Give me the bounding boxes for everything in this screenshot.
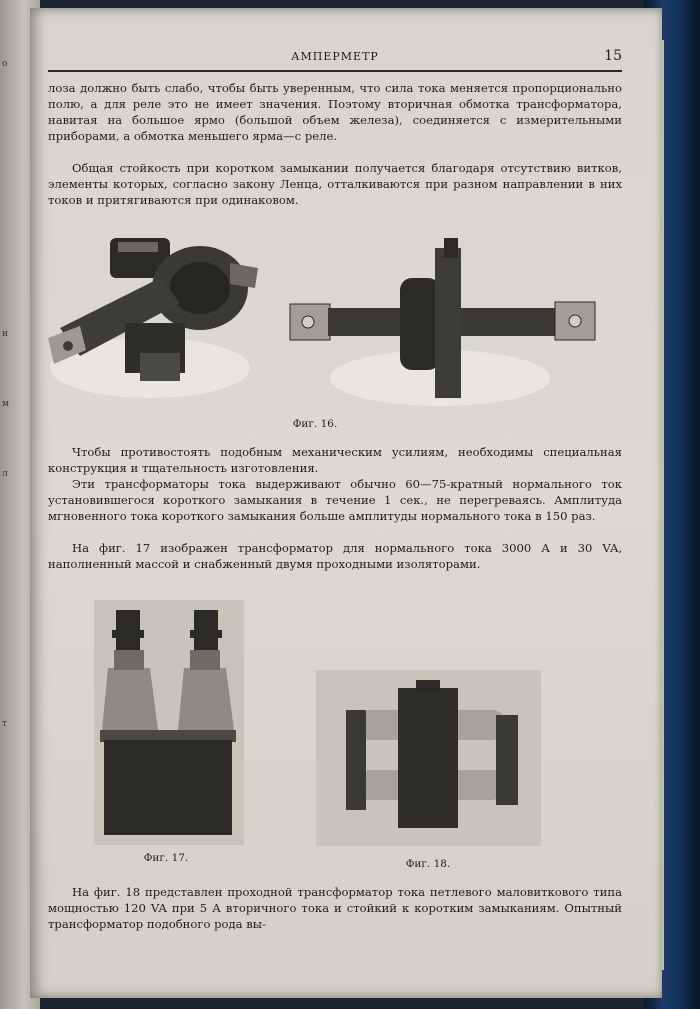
figure-18-image xyxy=(316,670,541,846)
paragraph-3: Чтобы противостоять подобным механическим усилиям, необходимы специальная конструкция и тщательность изготовления. xyxy=(48,445,622,475)
figure-16-image xyxy=(40,228,600,413)
facing-page-edge: о н м л т xyxy=(0,0,40,1009)
book-page xyxy=(30,8,662,998)
caption-figure-16: Фиг. 16. xyxy=(292,418,338,430)
paragraph-5: На фиг. 17 изображен трансформатор для нормального тока 3000 А и 30 VA, наполненный массой и снабженный двумя проходными изоляторами. xyxy=(48,541,622,571)
page-number: 15 xyxy=(604,48,622,64)
header-title: АМПЕРМЕТР xyxy=(291,50,379,63)
paragraph-1: лоза должно быть слабо, чтобы быть уверенным, что сила тока меняется пропорционально полю, а для реле это не имеет значения. Поэтому вторичная обмотка трансформатора, навитая на большое ярмо (большой объем железа), соединяется с измерительными приборами, а обмотка меньшего ярма—с реле. xyxy=(48,81,622,143)
paragraph-6: На фиг. 18 представлен проходной трансформатор тока петлевого маловиткового типа мощностью 120 VA при 5 А вторичного тока и стойкий к коротким замыканиям. Опытный трансформатор подобного рода вы- xyxy=(48,885,622,931)
paragraph-2: Общая стойкость при коротком замыкании получается благодаря отсутствию витков, элементы которых, согласно закону Ленца, отталкиваются при разном направлении в них токов и притягиваются при одинаковом. xyxy=(48,161,622,207)
paragraph-4: Эти трансформаторы тока выдерживают обычно 60—75-кратный нормального ток установившегося короткого замыкания в течение 1 сек., не перегреваясь. Амплитуда мгновенного тока короткого замыкания больше амплитуды нормального тока в 150 раз. xyxy=(48,477,622,523)
caption-figure-17: Фиг. 17. xyxy=(143,852,189,864)
figure-17-image xyxy=(94,600,244,845)
caption-figure-18: Фиг. 18. xyxy=(405,858,451,870)
running-header xyxy=(48,48,622,72)
